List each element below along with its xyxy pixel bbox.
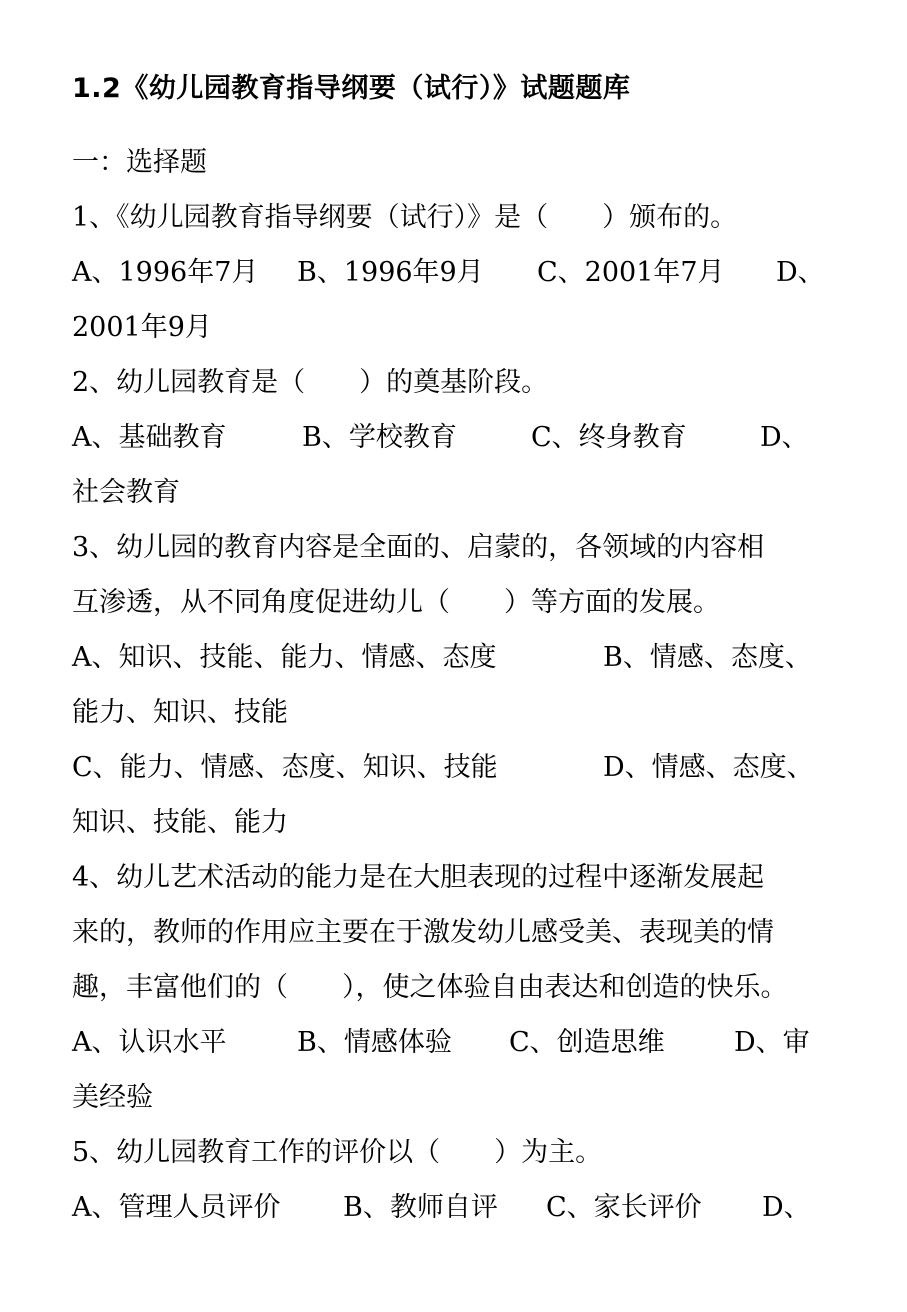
question-5-option-c: C、家长评价: [546, 1192, 702, 1223]
question-1-option-a: A、1996年7月: [72, 257, 259, 288]
question-2-option-c: C、终身教育: [531, 422, 687, 453]
question-3-option-c: C、能力、情感、态度、知识、技能: [72, 752, 498, 783]
question-4-option-c: C、创造思维: [509, 1027, 665, 1058]
question-4-option-a: A、认识水平: [72, 1027, 227, 1058]
question-2-option-a: A、基础教育: [72, 422, 227, 453]
question-1-stem: 1、《幼儿园教育指导纲要（试行）》是（ ）颁布的。: [72, 202, 738, 233]
question-3-option-b-cont: 能力、知识、技能: [72, 697, 288, 728]
question-3-stem-line-1: 3、幼儿园的教育内容是全面的、启蒙的，各领域的内容相: [72, 532, 765, 563]
question-2-option-d-cont: 社会教育: [72, 477, 180, 508]
question-1-option-d-cont: 2001年9月: [72, 312, 212, 343]
question-3-option-d: D、情感、态度、: [603, 752, 814, 783]
question-3-option-b: B、情感、态度、: [603, 642, 812, 673]
document-title: 1.2《幼儿园教育指导纲要（试行）》试题题库: [72, 73, 631, 104]
question-4-stem-line-2: 来的，教师的作用应主要在于激发幼儿感受美、表现美的情: [72, 917, 774, 948]
question-4-stem-line-1: 4、幼儿艺术活动的能力是在大胆表现的过程中逐渐发展起: [72, 862, 765, 893]
question-5-option-d: D、: [762, 1192, 811, 1223]
question-2-option-b: B、学校教育: [302, 422, 457, 453]
question-1-option-b: B、1996年9月: [297, 257, 484, 288]
question-1-option-c: C、2001年7月: [537, 257, 725, 288]
question-5-option-a: A、管理人员评价: [72, 1192, 281, 1223]
question-4-option-d-cont: 美经验: [72, 1082, 153, 1113]
question-5-stem: 5、幼儿园教育工作的评价以（ ）为主。: [72, 1137, 603, 1168]
question-4-option-b: B、情感体验: [297, 1027, 452, 1058]
question-4-option-d: D、审: [734, 1027, 810, 1058]
section-heading: 一：选择题: [72, 147, 207, 178]
question-3-option-d-cont: 知识、技能、能力: [72, 807, 288, 838]
question-4-stem-line-3: 趣，丰富他们的（ ），使之体验自由表达和创造的快乐。: [72, 972, 788, 1003]
question-2-stem: 2、幼儿园教育是（ ）的奠基阶段。: [72, 367, 549, 398]
question-1-option-d: D、: [776, 257, 825, 288]
question-5-option-b: B、教师自评: [343, 1192, 498, 1223]
question-2-option-d: D、: [760, 422, 809, 453]
question-3-stem-line-2: 互渗透，从不同角度促进幼儿（ ）等方面的发展。: [72, 587, 720, 618]
question-3-option-a: A、知识、技能、能力、情感、态度: [72, 642, 497, 673]
